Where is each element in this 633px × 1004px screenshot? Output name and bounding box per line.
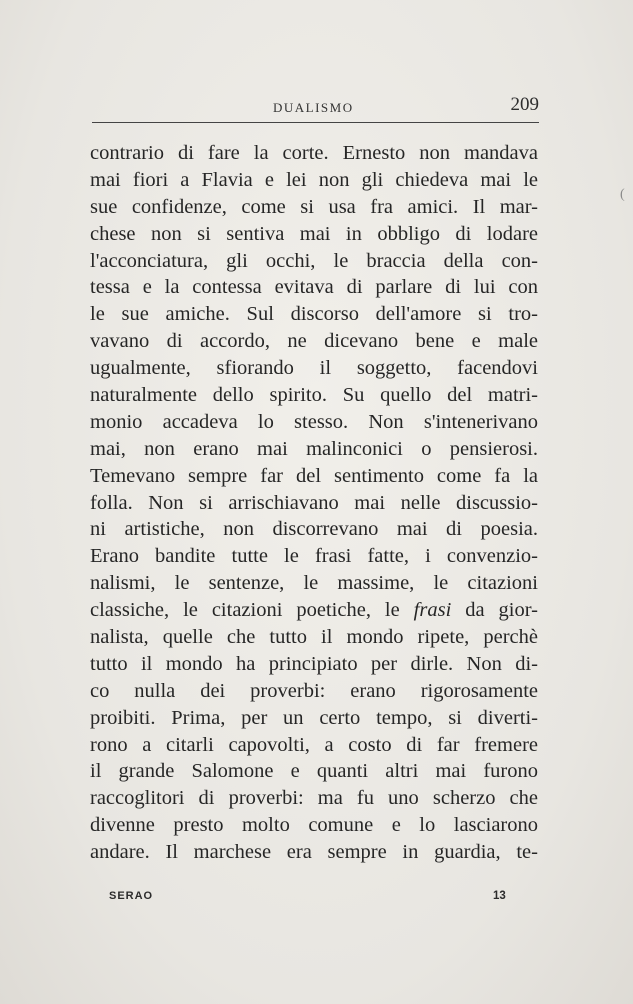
footer-author-signature: SERAO [109,890,154,902]
text-line: monio accadeva lo stesso. Non s'intenerivano [90,410,538,433]
page-number: 209 [510,94,539,115]
margin-mark: ( [620,187,625,202]
text-line: l'acconciatura, gli occhi, le braccia della con- [90,249,538,272]
footer-gathering-number: 13 [493,890,506,902]
text-line: tutto il mondo ha principiato per dirle. Non di- [90,652,538,675]
text-line: chese non si sentiva mai in obbligo di lodare [90,222,538,245]
text-line: raccoglitori di proverbi: ma fu uno scherzo che [90,787,538,810]
text-line: divenne presto molto comune e lo lasciarono [90,814,538,837]
text-line: vavano di accordo, ne dicevano bene e male [90,330,538,353]
text-line: il grande Salomone e quanti altri mai furono [90,760,538,783]
text-line: proibiti. Prima, per un certo tempo, si diverti- [90,706,538,729]
text-line: classiche, le citazioni poetiche, le frasi da gior- [90,599,538,622]
text-line: co nulla dei proverbi: erano rigorosamente [90,679,538,702]
text-line: ugualmente, sfiorando il soggetto, facendovi [90,357,538,380]
running-title: DUALISMO [273,100,354,115]
text-line: contrario di fare la corte. Ernesto non mandava [90,142,538,164]
text-line: mai, non erano mai malinconici o pensierosi. [90,437,538,460]
text-line: naturalmente dello spirito. Su quello del matri- [90,384,538,407]
text-line: mai fiori a Flavia e lei non gli chiedeva mai le [90,168,538,191]
text-line: ni artistiche, non discorrevano mai di poesia. [90,518,538,541]
text-line: nalista, quelle che tutto il mondo ripete, perchè [90,626,538,649]
italic-word: frasi [413,599,452,622]
text-line: nalismi, le sentenze, le massime, le citazioni [90,572,538,595]
text-line: tessa e la contessa evitava di parlare di lui con [90,276,538,299]
header-rule [92,122,539,123]
text-line: folla. Non si arrischiavano mai nelle discussio- [90,491,538,514]
text-line: sue confidenze, come si usa fra amici. Il mar- [90,195,538,218]
running-header [92,96,539,120]
text-line: le sue amiche. Sul discorso dell'amore si tro- [90,303,538,326]
text-line: andare. Il marchese era sempre in guardia, te- [90,841,538,864]
text-line: Erano bandite tutte le frasi fatte, i convenzio- [90,545,538,568]
body-text [90,140,538,866]
text-line: Temevano sempre far del sentimento come fa la [90,464,538,487]
text-line: rono a citarli capovolti, a costo di far fremere [90,733,538,756]
